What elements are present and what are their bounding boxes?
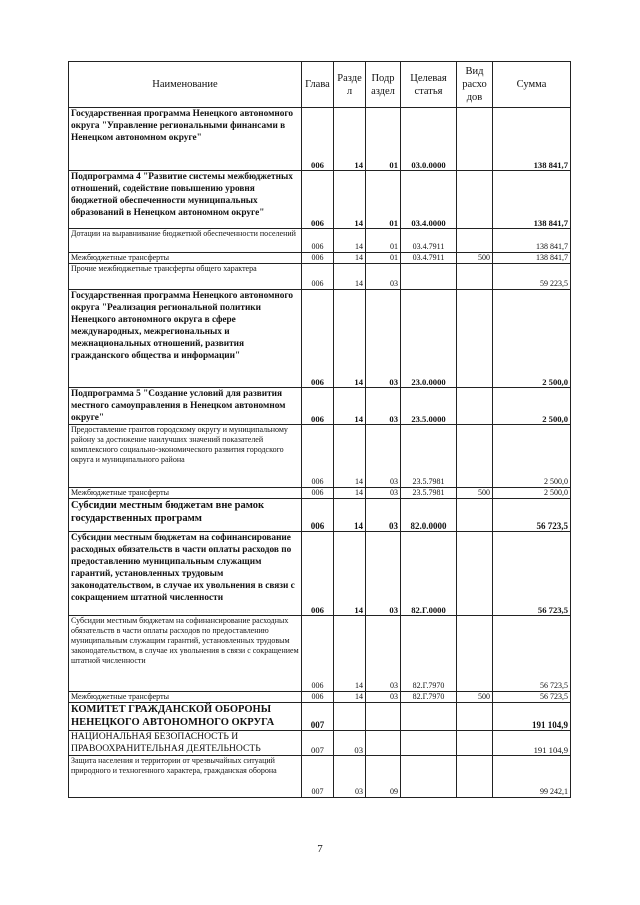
table-row	[69, 388, 571, 425]
table-row	[69, 499, 571, 532]
cell-summa: 56 723,5	[493, 532, 571, 616]
table-row	[69, 488, 571, 499]
cell-vid	[457, 388, 493, 425]
cell-name: Субсидии местным бюджетам вне рамок государственных программ	[69, 499, 302, 532]
cell-razdel: 14	[334, 290, 366, 388]
cell-podrazdel	[366, 703, 401, 731]
cell-vid	[457, 616, 493, 692]
cell-vid: 500	[457, 692, 493, 703]
cell-name: Подпрограмма 4 "Развитие системы межбюджетных отношений, содействие повышению уровня бюджетной обеспеченности муниципальных образований в Ненецком автономном округе"	[69, 171, 302, 229]
cell-cel: 03.4.0000	[401, 171, 457, 229]
cell-cel	[401, 703, 457, 731]
table-row	[69, 171, 571, 229]
cell-glava: 007	[302, 703, 334, 731]
cell-razdel: 14	[334, 488, 366, 499]
cell-glava: 007	[302, 731, 334, 756]
cell-razdel: 14	[334, 499, 366, 532]
cell-cel: 03.4.7911	[401, 253, 457, 264]
cell-podrazdel: 09	[366, 756, 401, 798]
cell-razdel: 14	[334, 264, 366, 290]
cell-podrazdel: 03	[366, 290, 401, 388]
cell-name: Субсидии местным бюджетам на софинансирование расходных обязательств в части оплаты расходов по предоставлению муниципальным служащим гарантий, установленных трудовым законодательством, в случае их увольнения в связи с сокращением штатной численности	[69, 532, 302, 616]
cell-name: Межбюджетные трансферты	[69, 488, 302, 499]
cell-podrazdel: 01	[366, 171, 401, 229]
cell-summa: 191 104,9	[493, 731, 571, 756]
header-summa: Сумма	[493, 62, 571, 108]
header-vid-raskhodov: Вид расхо дов	[457, 62, 493, 108]
cell-razdel: 03	[334, 756, 366, 798]
cell-glava: 006	[302, 171, 334, 229]
table-row	[69, 616, 571, 692]
cell-name: Подпрограмма 5 "Создание условий для развития местного самоуправления в Ненецком автономном округе"	[69, 388, 302, 425]
table-row	[69, 264, 571, 290]
cell-razdel: 14	[334, 616, 366, 692]
cell-summa: 56 723,5	[493, 692, 571, 703]
cell-name: Межбюджетные трансферты	[69, 253, 302, 264]
cell-name: Прочие межбюджетные трансферты общего характера	[69, 264, 302, 290]
header-name: Наименование	[69, 62, 302, 108]
cell-razdel: 14	[334, 253, 366, 264]
cell-summa: 2 500,0	[493, 425, 571, 488]
header-glava: Глава	[302, 62, 334, 108]
cell-cel: 23.0.0000	[401, 290, 457, 388]
cell-vid	[457, 532, 493, 616]
cell-razdel: 03	[334, 731, 366, 756]
cell-cel	[401, 731, 457, 756]
cell-name: Государственная программа Ненецкого автономного округа "Управление региональными финансами в Ненецком автономном округе"	[69, 108, 302, 171]
cell-vid	[457, 425, 493, 488]
cell-vid	[457, 756, 493, 798]
cell-podrazdel: 03	[366, 264, 401, 290]
cell-podrazdel: 01	[366, 229, 401, 253]
cell-summa: 99 242,1	[493, 756, 571, 798]
cell-glava: 006	[302, 499, 334, 532]
cell-vid	[457, 703, 493, 731]
cell-vid	[457, 499, 493, 532]
cell-summa: 56 723,5	[493, 499, 571, 532]
cell-summa: 138 841,7	[493, 253, 571, 264]
cell-podrazdel: 03	[366, 488, 401, 499]
cell-podrazdel: 01	[366, 253, 401, 264]
cell-glava: 006	[302, 616, 334, 692]
cell-razdel: 14	[334, 532, 366, 616]
cell-cel: 82.Г.0000	[401, 532, 457, 616]
cell-razdel: 14	[334, 108, 366, 171]
cell-summa: 191 104,9	[493, 703, 571, 731]
cell-name: Предоставление грантов городскому округу и муниципальному району за достижение наилучших значений показателей комплексного социально-экономического развития городского округа и муниципального района	[69, 425, 302, 488]
table-row	[69, 532, 571, 616]
cell-glava: 006	[302, 532, 334, 616]
cell-podrazdel: 03	[366, 388, 401, 425]
header-razdel: Разде л	[334, 62, 366, 108]
cell-glava: 006	[302, 229, 334, 253]
table-row	[69, 756, 571, 798]
cell-podrazdel: 03	[366, 532, 401, 616]
cell-razdel: 14	[334, 388, 366, 425]
cell-summa: 2 500,0	[493, 290, 571, 388]
cell-podrazdel: 03	[366, 616, 401, 692]
cell-glava: 006	[302, 108, 334, 171]
cell-razdel: 14	[334, 692, 366, 703]
cell-cel	[401, 756, 457, 798]
cell-name: КОМИТЕТ ГРАЖДАНСКОЙ ОБОРОНЫ НЕНЕЦКОГО АВТОНОМНОГО ОКРУГА	[69, 703, 302, 731]
cell-glava: 006	[302, 290, 334, 388]
cell-podrazdel: 01	[366, 108, 401, 171]
header-celevaya-statya: Целевая статья	[401, 62, 457, 108]
cell-cel: 23.5.7981	[401, 425, 457, 488]
cell-glava: 006	[302, 692, 334, 703]
header-podrazdel: Подр аздел	[366, 62, 401, 108]
header-row	[69, 62, 571, 108]
cell-glava: 006	[302, 488, 334, 499]
table-row	[69, 253, 571, 264]
table-row	[69, 425, 571, 488]
cell-cel: 82.Г.7970	[401, 616, 457, 692]
cell-summa: 138 841,7	[493, 229, 571, 253]
cell-summa: 138 841,7	[493, 108, 571, 171]
cell-glava: 006	[302, 264, 334, 290]
table-row	[69, 703, 571, 731]
budget-table	[68, 61, 571, 798]
cell-name: Защита населения и территории от чрезвычайных ситуаций природного и техногенного характера, гражданская оборона	[69, 756, 302, 798]
cell-cel: 03.0.0000	[401, 108, 457, 171]
cell-podrazdel: 03	[366, 692, 401, 703]
cell-vid	[457, 108, 493, 171]
cell-summa: 2 500,0	[493, 388, 571, 425]
cell-vid: 500	[457, 253, 493, 264]
cell-cel: 23.5.7981	[401, 488, 457, 499]
table-row	[69, 108, 571, 171]
cell-cel: 82.0.0000	[401, 499, 457, 532]
table-body	[69, 108, 571, 798]
cell-glava: 006	[302, 253, 334, 264]
cell-cel: 23.5.0000	[401, 388, 457, 425]
cell-razdel: 14	[334, 425, 366, 488]
cell-podrazdel: 03	[366, 425, 401, 488]
cell-summa: 2 500,0	[493, 488, 571, 499]
page-number: 7	[317, 843, 323, 855]
cell-summa: 56 723,5	[493, 616, 571, 692]
cell-razdel: 14	[334, 171, 366, 229]
cell-cel: 03.4.7911	[401, 229, 457, 253]
cell-podrazdel: 03	[366, 499, 401, 532]
cell-glava: 007	[302, 756, 334, 798]
cell-name: Государственная программа Ненецкого автономного округа "Реализация региональной политики Ненецкого автономного округа в сфере международных, межрегиональных и межнациональных отношений, развития гражданского общества и информации"	[69, 290, 302, 388]
cell-name: Субсидии местным бюджетам на софинансирование расходных обязательств в части оплаты расходов по предоставлению муниципальным служащим гарантий, установленных трудовым законодательством, в случае их увольнения в связи с сокращением штатной численности	[69, 616, 302, 692]
cell-vid: 500	[457, 488, 493, 499]
cell-glava: 006	[302, 425, 334, 488]
cell-cel	[401, 264, 457, 290]
table-row	[69, 731, 571, 756]
cell-name: Межбюджетные трансферты	[69, 692, 302, 703]
cell-vid	[457, 171, 493, 229]
cell-razdel: 14	[334, 229, 366, 253]
cell-summa: 59 223,5	[493, 264, 571, 290]
cell-cel: 82.Г.7970	[401, 692, 457, 703]
table-row	[69, 290, 571, 388]
cell-glava: 006	[302, 388, 334, 425]
cell-name: НАЦИОНАЛЬНАЯ БЕЗОПАСНОСТЬ И ПРАВООХРАНИТЕЛЬНАЯ ДЕЯТЕЛЬНОСТЬ	[69, 731, 302, 756]
cell-vid	[457, 290, 493, 388]
cell-podrazdel	[366, 731, 401, 756]
cell-vid	[457, 229, 493, 253]
cell-name: Дотации на выравнивание бюджетной обеспеченности поселений	[69, 229, 302, 253]
cell-vid	[457, 731, 493, 756]
table-row	[69, 229, 571, 253]
cell-vid	[457, 264, 493, 290]
cell-summa: 138 841,7	[493, 171, 571, 229]
cell-razdel	[334, 703, 366, 731]
table-row	[69, 692, 571, 703]
